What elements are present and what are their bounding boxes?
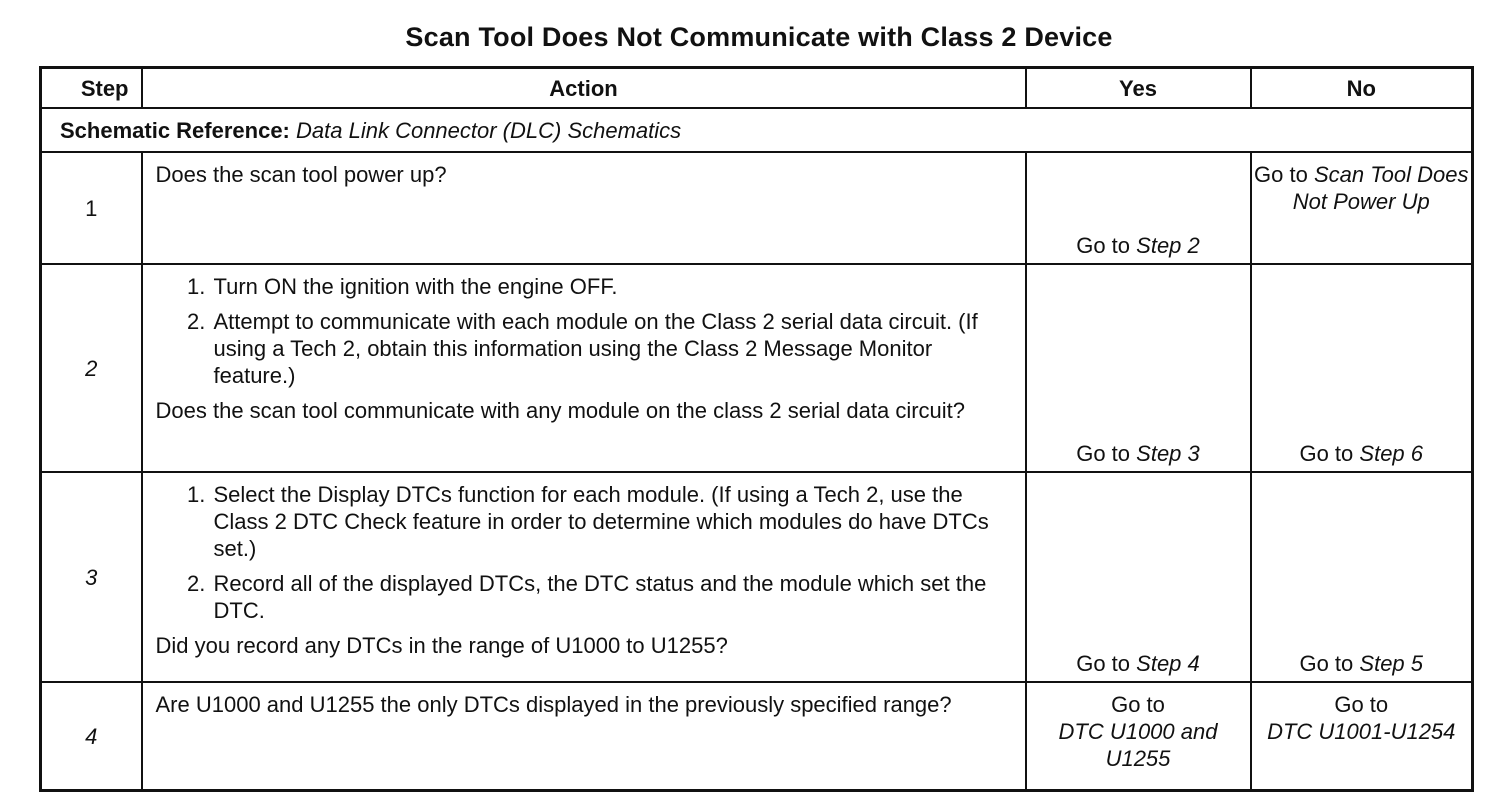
yes-link[interactable]: Step 2 — [1136, 233, 1200, 258]
action-step-item: 2. Record all of the displayed DTCs, the DTC status and the module which set the DTC. — [212, 570, 1015, 624]
action-cell — [142, 264, 1026, 472]
action-question: Are U1000 and U1255 the only DTCs displayed in the previously specified range? — [155, 692, 952, 717]
yes-cell — [1026, 682, 1251, 791]
action-question: Does the scan tool power up? — [155, 162, 447, 187]
no-link[interactable]: DTC U1001-U1254 — [1267, 719, 1456, 744]
action-question: Did you record any DTCs in the range of U1000 to U1255? — [155, 633, 728, 658]
action-steps-list — [156, 481, 1015, 624]
no-link[interactable]: Step 6 — [1359, 441, 1424, 466]
yes-link[interactable]: Step 4 — [1136, 651, 1200, 676]
no-prefix: Go to — [1334, 692, 1389, 717]
yes-prefix: Go to — [1111, 692, 1165, 717]
header-row — [41, 68, 1473, 109]
action-cell — [142, 472, 1026, 682]
action-step-item: 2. Attempt to communicate with each module on the Class 2 serial data circuit. (If using a Tech 2, obtain this information using the Class 2 Message Monitor feature.) — [212, 308, 1015, 389]
no-link[interactable]: Step 5 — [1359, 651, 1424, 676]
yes-link[interactable]: DTC U1000 and U1255 — [1058, 719, 1218, 771]
no-prefix: Go to — [1254, 162, 1308, 187]
diagnostic-table — [39, 66, 1474, 792]
header-no: No — [1251, 68, 1473, 109]
table-row — [41, 152, 1473, 264]
no-cell — [1251, 264, 1473, 472]
table-row — [41, 264, 1473, 472]
action-cell — [142, 152, 1026, 264]
yes-cell — [1026, 472, 1251, 682]
yes-cell — [1026, 264, 1251, 472]
step-number: 4 — [41, 682, 142, 791]
no-cell — [1251, 152, 1473, 264]
schematic-reference-row — [41, 108, 1473, 152]
header-step: Step — [41, 68, 142, 109]
action-step-item: 1. Turn ON the ignition with the engine OFF. — [212, 273, 1015, 300]
no-link[interactable]: Scan Tool Does Not Power Up — [1292, 162, 1469, 214]
yes-prefix: Go to — [1076, 651, 1131, 676]
step-number: 3 — [41, 472, 142, 682]
table-row — [41, 682, 1473, 791]
action-cell — [142, 682, 1026, 791]
yes-link[interactable]: Step 3 — [1136, 441, 1200, 466]
yes-cell — [1026, 152, 1251, 264]
schematic-link[interactable]: Data Link Connector (DLC) Schematics — [296, 117, 682, 143]
page-title: Scan Tool Does Not Communicate with Class 2 Device — [405, 22, 1113, 52]
yes-prefix: Go to — [1076, 441, 1131, 466]
action-question: Does the scan tool communicate with any module on the class 2 serial data circuit? — [155, 398, 966, 423]
step-number: 2 — [41, 264, 142, 472]
yes-prefix: Go to — [1076, 233, 1131, 258]
no-cell — [1251, 682, 1473, 791]
step-number: 1 — [41, 152, 142, 264]
schematic-reference — [41, 108, 1473, 152]
no-prefix: Go to — [1299, 651, 1354, 676]
header-yes: Yes — [1026, 68, 1251, 109]
no-prefix: Go to — [1299, 441, 1354, 466]
no-cell — [1251, 472, 1473, 682]
action-step-item: 1. Select the Display DTCs function for each module. (If using a Tech 2, use the Class 2 DTC Check feature in order to determine which modules do have DTCs set.) — [212, 481, 1015, 562]
action-steps-list — [156, 273, 1015, 389]
schematic-label: Schematic Reference: — [60, 117, 290, 143]
header-action: Action — [142, 68, 1026, 109]
table-row — [41, 472, 1473, 682]
